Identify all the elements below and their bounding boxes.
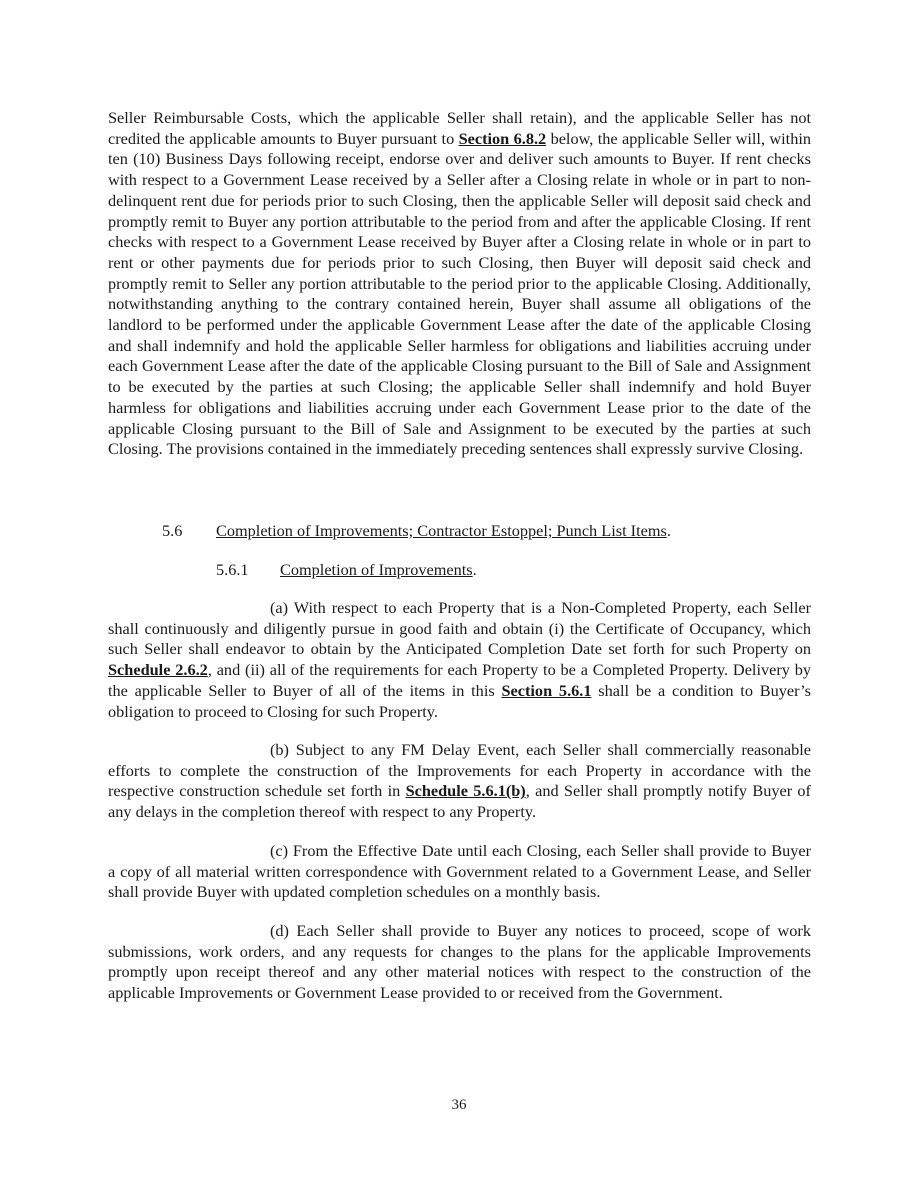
section-title: Completion of Improvements; Contractor Estoppel; Punch List Items	[216, 521, 667, 540]
paragraph-text: (a) With respect to each Property that is a Non-Completed Property, each Seller shall continuously and diligently pursue in good faith and obtain (i) the Certificate of Occupancy, which such Seller shall endeavor to obtain by the Anticipated Completion Date set forth for such Property on	[108, 598, 811, 659]
section-reference: Section 5.6.1	[501, 680, 592, 700]
section-heading-5-6-1	[216, 560, 477, 581]
schedule-reference: Schedule 2.6.2	[108, 660, 208, 680]
section-number: 5.6.1	[216, 560, 249, 579]
paragraph-d	[108, 921, 811, 1004]
section-title-suffix: .	[472, 560, 477, 579]
paragraph-text: (c) From the Effective Date until each Closing, each Seller shall provide to Buyer a copy of all material written correspondence with Government related to a Government Lease, and Seller shall provide Buyer with updated completion schedules on a monthly basis.	[108, 841, 811, 902]
schedule-reference: Schedule 5.6.1(b)	[405, 781, 526, 801]
section-heading-5-6	[162, 521, 671, 542]
paragraph-text: , and Seller shall promptly notify Buyer of any delays in the completion thereof with respect to any Property.	[108, 781, 811, 822]
paragraph-text: (d) Each Seller shall provide to Buyer any notices to proceed, scope of work submissions, work orders, and any requests for changes to the plans for the applicable Improvements promptly upon receipt thereof and any other material notices with respect to the construction of the applicable Improvements or Government Lease provided to or received from the Government.	[108, 921, 811, 1003]
section-title-suffix: .	[666, 521, 671, 540]
paragraph-text: Seller Reimbursable Costs, which the applicable Seller shall retain), and the applicable Seller has not credited the applicable amounts to Buyer pursuant to	[108, 108, 811, 148]
paragraph-text: , and (ii) all of the requirements for each Property to be a Completed Property. Delivery by the applicable Seller to Buyer of all of the items in this	[108, 660, 811, 700]
paragraph-text: below, the applicable Seller will, within ten (10) Business Days following receipt, endorse over and deliver such amounts to Buyer. If rent checks with respect to a Government Lease received by a Seller after a Closing relate in whole or in part to non-delinquent rent due for periods prior to such Closing, then the applicable Seller will deposit said check and promptly remit to Buyer any portion attributable to the period from and after the applicable Closing. If rent checks with respect to a Government Lease received by Buyer after a Closing relate in whole or in part to rent or other payments due for periods prior to such Closing, then Buyer will deposit said check and promptly remit to Seller any portion attributable to the period prior to the applicable Closing. Additionally, notwithstanding anything to the contrary contained herein, Buyer shall assume all obligations of the landlord to be performed under the applicable Government Lease after the date of the applicable Closing and shall indemnify and hold the applicable Seller harmless for obligations and liabilities accruing under each Government Lease after the date of the applicable Closing pursuant to the Bill of Sale and Assignment to be executed by the parties at such Closing; the applicable Seller shall indemnify and hold Buyer harmless for obligations and liabilities accruing under each Government Lease prior to the date of the applicable Closing pursuant to the Bill of Sale and Assignment to be executed by the parties at such Closing. The provisions contained in the immediately preceding sentences shall expressly survive Closing.	[108, 128, 812, 459]
paragraph-b	[108, 740, 811, 823]
section-reference: Section 6.8.2	[458, 128, 547, 148]
paragraph-c	[108, 841, 811, 903]
page-number: 36	[451, 1097, 467, 1113]
section-number: 5.6	[162, 521, 183, 540]
section-title: Completion of Improvements	[280, 560, 473, 579]
paragraph-text: shall be a condition to Buyer’s obligation to proceed to Closing for such Property.	[108, 680, 812, 721]
paragraph-a	[108, 598, 811, 722]
paragraph-top	[108, 108, 811, 460]
paragraph-text: (b) Subject to any FM Delay Event, each Seller shall commercially reasonable efforts to complete the construction of the Improvements for each Property in accordance with the respective construction schedule set forth in	[108, 740, 811, 801]
